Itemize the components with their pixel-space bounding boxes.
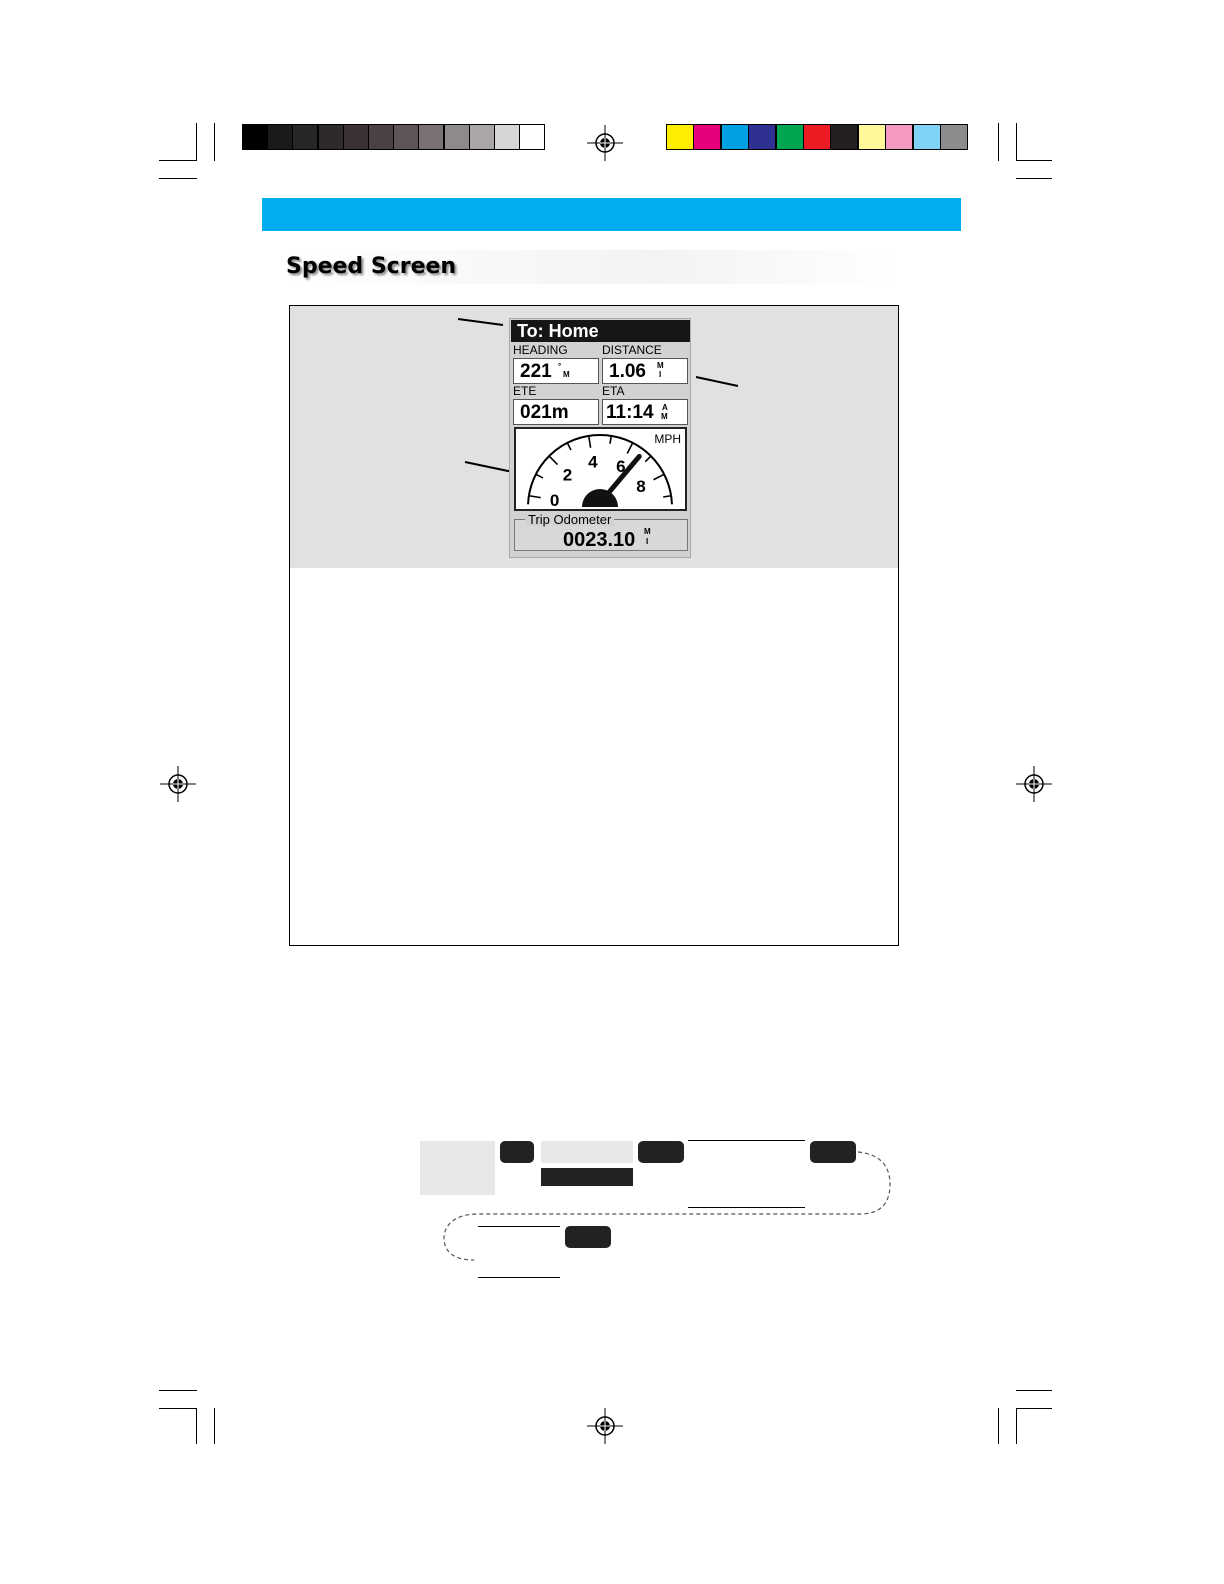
section-title: Speed Screen [286, 250, 902, 284]
chapter-header-bar [262, 198, 961, 231]
eta-field [602, 399, 688, 425]
dial-tick [663, 496, 671, 497]
speedometer-dial [516, 429, 685, 509]
odometer-unit-top: M [644, 527, 651, 536]
rule-left-bottom [478, 1277, 560, 1278]
color-swatch [666, 124, 694, 150]
eta-label: ETA [602, 384, 625, 398]
dial-tick [549, 456, 557, 464]
gray-swatch [393, 124, 419, 150]
odometer-value: 0023.10 [563, 529, 636, 551]
distance-unit-bottom: I [659, 370, 662, 379]
distance-field [602, 358, 688, 384]
speedometer [514, 427, 687, 511]
gray-swatch [444, 124, 470, 150]
heading-unit-top: ° [558, 362, 562, 371]
gray-swatch [292, 124, 318, 150]
dial-tick [567, 443, 571, 450]
heading-unit-bottom: M [563, 370, 570, 379]
eta-value: 11:14 [606, 402, 654, 423]
callout-line-right [694, 374, 742, 390]
gray-swatch [519, 124, 545, 150]
trip-odometer [514, 512, 688, 551]
color-swatch [940, 124, 968, 150]
color-swatch [693, 124, 721, 150]
heading-label: HEADING [513, 343, 568, 357]
speed-unit-label: MPH [654, 432, 681, 446]
gray-swatch [343, 124, 369, 150]
dial-tick [536, 474, 543, 478]
color-swatch [776, 124, 804, 150]
distance-label: DISTANCE [602, 343, 662, 357]
color-swatch [748, 124, 776, 150]
dial-tick-label: 8 [636, 477, 646, 497]
color-swatch [803, 124, 831, 150]
distance-value: 1.06 [609, 361, 646, 382]
flow-connector [440, 1148, 894, 1264]
ete-label: ETE [513, 384, 537, 398]
color-swatch [858, 124, 886, 150]
ete-field [513, 399, 599, 425]
rule-top [688, 1140, 805, 1141]
heading-value: 221 [520, 361, 552, 382]
dial-tick [529, 496, 541, 498]
color-swatch [885, 124, 913, 150]
destination-title: To: Home [511, 320, 690, 342]
gray-swatch [267, 124, 293, 150]
dial-tick [627, 443, 632, 454]
gray-swatch [418, 124, 444, 150]
dial-tick-label: 6 [616, 457, 626, 477]
gray-swatch [242, 124, 268, 150]
registration-mark-right [1016, 766, 1052, 802]
dial-tick [589, 436, 591, 448]
dial-tick-label: 0 [549, 490, 560, 509]
dial-tick [653, 474, 664, 479]
callout-lines-left [455, 316, 515, 486]
dial-tick [610, 436, 611, 444]
gray-swatch [368, 124, 394, 150]
dial-tick-label: 4 [588, 452, 598, 472]
eta-unit-bottom: M [661, 412, 668, 421]
color-swatch [913, 124, 941, 150]
registration-mark-top [587, 125, 623, 161]
heading-field [513, 358, 599, 384]
odometer-label: Trip Odometer [525, 513, 614, 526]
registration-mark-left [160, 766, 196, 802]
eta-unit-top: A [662, 403, 668, 412]
distance-unit-top: M [657, 361, 664, 370]
gray-swatch [494, 124, 520, 150]
color-swatch [721, 124, 749, 150]
color-swatch [830, 124, 858, 150]
dial-tick-label: 2 [562, 465, 573, 485]
gray-swatch [469, 124, 495, 150]
dial-tick [645, 456, 651, 462]
odometer-unit-bottom: I [646, 537, 649, 546]
gray-swatch [318, 124, 344, 150]
gps-speed-screen [509, 318, 691, 558]
ete-value: 021m [520, 402, 569, 423]
registration-mark-bottom [587, 1408, 623, 1444]
